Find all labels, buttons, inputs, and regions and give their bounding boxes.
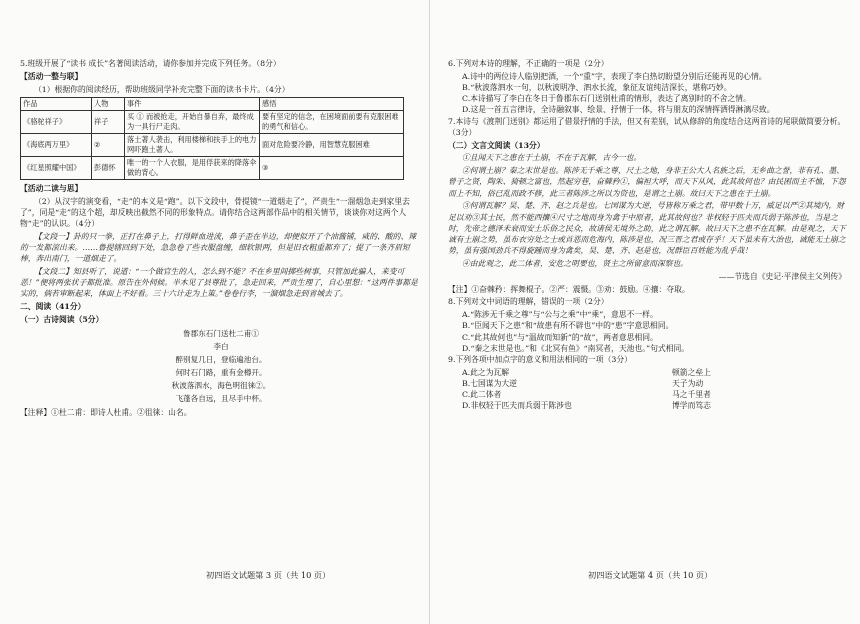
- q9-option-right: 天子为动: [672, 379, 704, 389]
- section-2-1-title: （一）古诗阅读（5分）: [20, 315, 104, 324]
- table-cell-event: 买 ① 而被抢走，开始自暴自弃，最终成为一具行尸走肉。: [125, 110, 260, 133]
- q9-option-left: A.此之为瓦解: [462, 367, 510, 377]
- reading-card-table: [20, 97, 404, 180]
- table-row: [21, 156, 404, 179]
- q9-option-right: 马之千里者: [672, 390, 711, 400]
- table-cell-insight: 面对危险要冷静，用智慧克服困难: [260, 133, 404, 156]
- table-header: 事件: [125, 97, 260, 110]
- question-8: 8.下列对文中词语的理解，错误的一项（2分）: [448, 297, 609, 307]
- question-9: 9.下列各项中加点字的意义和用法相同的一项（3分）: [448, 355, 632, 365]
- q8-option: D.“秦之末世是也。”和《北冥有鱼》“南冥者，天池也。”句式相同。: [462, 343, 690, 353]
- table-cell-work: 《红星照耀中国》: [21, 156, 92, 179]
- question-5-1: （1）根据你的阅读经历，帮助班级同学补充完整下面的读书卡片。（4分）: [34, 84, 290, 94]
- question-7: 7.本诗与《渡荆门送别》都运用了借景抒情的手法，但又有差别，试从修辞的角度结合这两首诗的尾联做简要分析。（3分）: [448, 116, 846, 137]
- activity-2-title: 【活动二读与思】: [20, 183, 83, 193]
- table-cell-person: 祥子: [92, 110, 125, 133]
- q8-option: B.“臣闻天下之患”和“故患有所不辟也”中的“患”字意思相同。: [462, 321, 674, 331]
- table-cell-person: ②: [92, 133, 125, 156]
- passage-2: 【文段二】知县听了，说道：“一个做官生的人，怎么到不能？不在乡里间掷些树事，只管加此骗人，来变可恶！”便将两张状子都批准。原告在外伺候。半木见了县尊批了，急走回来，严贡生理了，自心里想：“这两件事都是实的，倘若审断起来，体面上不好看。三十六计走为上策。”卷卷行李，一溜烟急走到省城去了。: [20, 267, 418, 299]
- q9-option-left: C.此二体者: [462, 390, 502, 400]
- page-footer-left: 初四语文试题第 3 页（共 10 页）: [206, 570, 331, 580]
- poem-line: 何时石门路，重有金樽开。: [175, 368, 267, 378]
- poem-title: 鲁郡东石门送杜二甫①: [183, 329, 259, 339]
- classical-paragraph-3: ③何谓瓦解？吴、楚、齐、赵之兵是也。七国谋为大逆，号皆称万乘之君，带甲数十万，威足以严②其境内，财足以劝③其士民，然不能西攘④尺寸之地而身为禽于中原者，此其故何也？非权轻于匹夫而兵弱于陈涉也，当是之时，先帝之德泽未衰而安土乐俗之民众，故诸侯无境外之助，此之谓瓦解。故曰天下之患不在瓦解。由是观之，天下诚有土崩之势，虽布衣穷处之士或首恶而危海内，陈涉是也，况三晋之君或存乎！天下虽未有大治也，诚能无土崩之势，虽有强国劲兵不得旋踵而身为禽矣，吴、楚、齐、赵是也，况群臣百姓能为乱乎哉！: [448, 201, 846, 256]
- table-row: [21, 110, 404, 133]
- classical-paragraph-1: ①且闻天下之患在于土崩，不在于瓦解，古今一也。: [462, 153, 642, 163]
- activity-1-title: 【活动一整与联】: [20, 71, 83, 81]
- page-footer-right: 初四语文试题第 4 页（共 10 页）: [588, 570, 713, 580]
- table-header: 感悟: [260, 97, 404, 110]
- q9-option-row: [448, 378, 846, 389]
- question-6: 6.下列对本诗的理解，不正确的一项是（2分）: [448, 59, 609, 68]
- poem-author: 李白: [213, 342, 229, 352]
- q6-option: A.诗中的两位诗人临别把酒，一个“重”字，表现了李白热切盼望分别后还能再见的心情。: [462, 71, 767, 81]
- classical-paragraph-4: ④由此观之，此二体者，安危之明要也，贤主之所留意而深察也。: [462, 259, 689, 269]
- poem-line: 秋波落泗水，海色明徂徕②。: [171, 381, 271, 391]
- q9-option-row: [448, 389, 846, 400]
- poem-block: [20, 327, 422, 405]
- poem-note: 【注释】①杜二甫：即诗人杜甫。②徂徕：山名。: [20, 408, 192, 418]
- table-header-row: [21, 97, 404, 110]
- table-header: 作品: [21, 97, 92, 110]
- poem-line: 醉别复几日，登临遍池台。: [175, 355, 267, 365]
- page-fold-divider: [429, 0, 430, 624]
- passage-1: 【文段一】卦的只一拳，正打在鼻子上，打得鲜血进流，鼻子歪在半边，却便似开了个油酱铺，咸的、酸的、辣的一发都滚出来。……鲁提辖回到下处，急急卷了些衣服盘缠，细软银两，但是旧衣粗重都弃了；提了一条齐眉短棒，奔出南门，一道烟走了。: [20, 231, 417, 264]
- exam-page-3: [20, 58, 422, 420]
- table-cell-event: 唯一的一个人衣服，是用俘获来的降落伞做的背心。: [125, 156, 260, 179]
- q9-option-left: B.七国谋为大逆: [462, 379, 517, 389]
- question-5-2: （2）从汉字的演变看，“走”的本义是“跑”。以下文段中，骨提镜“一道烟走了”，严责生“一溜烟急走到家里去了”，同是“走”的这个超，却反映出截然不同的形象特点。请你结合这两部作品中的相关情节，谈谈你对这两个人物“走”的认识。（4分）: [20, 196, 410, 228]
- table-cell-event: 落土著人袭击，利用楼梯和扶手上的电力网吓跑土著人。: [125, 133, 260, 156]
- q8-option: A.“陈涉无千乘之尊”与“公与之乘”中“乘”，意思不一样。: [462, 310, 658, 320]
- table-cell-insight: ③: [260, 156, 404, 179]
- poem-line: 飞蓬各自远，且尽手中杯。: [175, 394, 267, 404]
- table-cell-work: 《骆驼祥子》: [21, 110, 92, 133]
- q6-option: D.这是一首五言律诗，全诗融叙事、绘景、抒情于一体，将与朋友的深情挥洒得淋漓尽致。: [462, 105, 775, 115]
- q6-option: C.本诗描写了李白在冬日于鲁郡东石门送别杜甫的情形，表达了离别时的不舍之情。: [462, 94, 751, 104]
- q9-option-right: 博学而笃志: [672, 401, 711, 411]
- q6-option: B.“秋波落泗水一句，以秋波明净、泗水长流，象征友谊纯洁深长，堪称巧妙。: [462, 83, 732, 92]
- section-2-title: 二、阅读（41分）: [20, 302, 86, 312]
- table-cell-insight: 要有坚定的信念，在困境面前要有克服困难的勇气和信心。: [260, 110, 404, 133]
- section-2-2-title: （二）文言文阅读（13分）: [448, 140, 545, 150]
- exam-page-4: [448, 58, 846, 412]
- table-header: 人物: [92, 97, 125, 110]
- classical-paragraph-2: ②何谓土崩？秦之末世是也。陈涉无千乘之尊，尺土之地，身非王公大人名族之后，无乡曲之誉，非有孔、墨、曾子之贤，陶朱、猗顿之富也，然起穷巷，奋棘矜①，偏袒大呼，而天下从风，此其故何也？由民困而主不恤，下怨而上不知，俗已乱而政不修，此三者陈涉之所以为资也，是谓之土崩。故曰天下之患在于土崩。: [448, 166, 846, 198]
- passage-source: ——节选自《史记·平津侯主父列传》: [718, 271, 846, 281]
- q8-option: C.“此其故何也”与“温故而知新”的“故”，两者意思相同。: [462, 332, 658, 342]
- table-cell-work: 《海底两万里》: [21, 133, 92, 156]
- q9-options: [448, 367, 846, 412]
- q9-option-left: D.非权轻于匹夫而兵弱于陈涉也: [462, 401, 572, 411]
- question-5-intro: 5.班级开展了“读书 成长”名著阅读活动，请你参加并完成下列任务。（8分）: [20, 59, 281, 68]
- table-row: [21, 133, 404, 156]
- q9-option-row: [448, 367, 846, 378]
- classical-note: 【注】①奋棘矜：挥舞棍子。②严：震慑。③劝：鼓励。④攘：夺取。: [448, 284, 690, 294]
- table-cell-person: 彭德怀: [92, 156, 125, 179]
- q9-option-row: [448, 400, 846, 411]
- q9-option-right: 顿箭之垒上: [672, 367, 711, 377]
